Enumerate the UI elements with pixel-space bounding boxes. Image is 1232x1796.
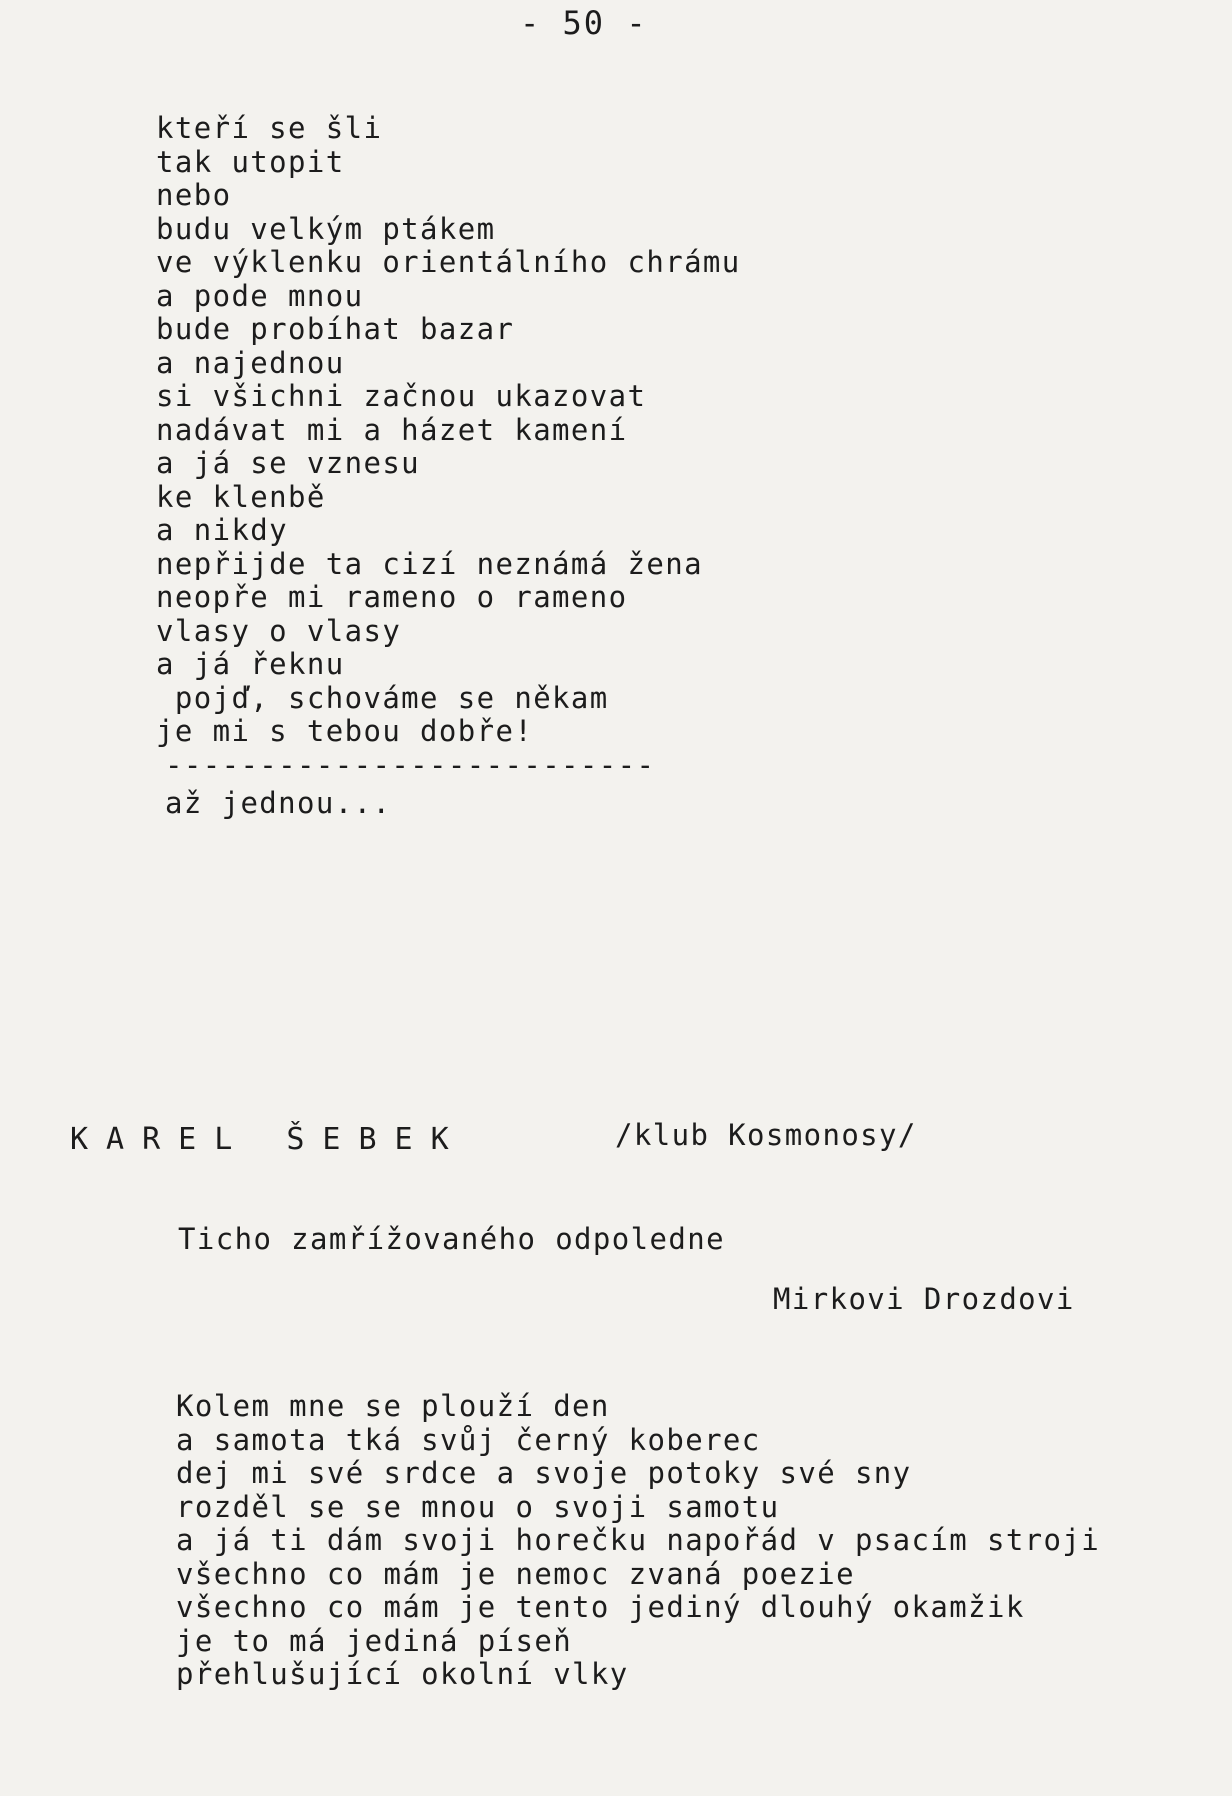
poem-top [156, 112, 741, 749]
poem-line: a já se vznesu [156, 446, 421, 480]
poem-dedication: Mirkovi Drozdovi [773, 1282, 1075, 1316]
poem-line: a já řeknu [156, 647, 345, 681]
poem-line: rozděl se se mnou o svoji samotu [176, 1489, 780, 1524]
poem-line: dej mi své srdce a svoje potoky své sny [176, 1456, 912, 1490]
poem-line: tak utopit [156, 144, 345, 179]
poem-line: ke klenbě [156, 479, 326, 514]
poem-line: kteří se šli [156, 111, 383, 145]
poem-line: ve výklenku orientálního chrámu [156, 245, 741, 279]
poem-line: a nikdy [156, 513, 289, 547]
poem-line: přehlušující okolní vlky [176, 1657, 629, 1691]
poem-line: nebo [156, 178, 232, 212]
poem-line: a samota tká svůj černý koberec [176, 1422, 761, 1457]
poem-bottom [176, 1390, 1100, 1692]
poem-line: je to má jediná píseň [176, 1623, 573, 1658]
poem-line: vlasy o vlasy [156, 613, 402, 648]
poem-line: Kolem mne se plouží den [176, 1389, 610, 1423]
poem-line: neopře mi rameno o rameno [156, 580, 628, 614]
author-name: KAREL ŠEBEK [70, 1122, 467, 1157]
poem-line: nepřijde ta cizí neznámá žena [156, 546, 703, 581]
poem-line: pojď, schováme se někam [156, 680, 609, 715]
poem-line: a najednou [156, 345, 345, 380]
poem-line: si všichni začnou ukazovat [156, 379, 647, 413]
page-number: - 50 - [520, 4, 648, 42]
poem-line: a pode mnou [156, 278, 364, 313]
poem-line: nadávat mi a házet kamení [156, 412, 628, 447]
poem-title: Ticho zamřížovaného odpoledne [178, 1222, 725, 1256]
poem-line: všechno co mám je nemoc zvaná poezie [176, 1556, 855, 1591]
author-club: /klub Kosmonosy/ [615, 1118, 917, 1152]
poem-line: bude probíhat bazar [156, 312, 515, 346]
poem-line: a já ti dám svoji horečku napořád v psacím stroji [176, 1523, 1101, 1557]
poem-closing-line: až jednou... [165, 786, 392, 820]
dashed-separator: -------------------------- [165, 748, 656, 782]
poem-line: všechno co mám je tento jediný dlouhý okamžik [176, 1590, 1025, 1624]
poem-line: budu velkým ptákem [156, 211, 496, 246]
poem-line: je mi s tebou dobře! [156, 714, 534, 748]
